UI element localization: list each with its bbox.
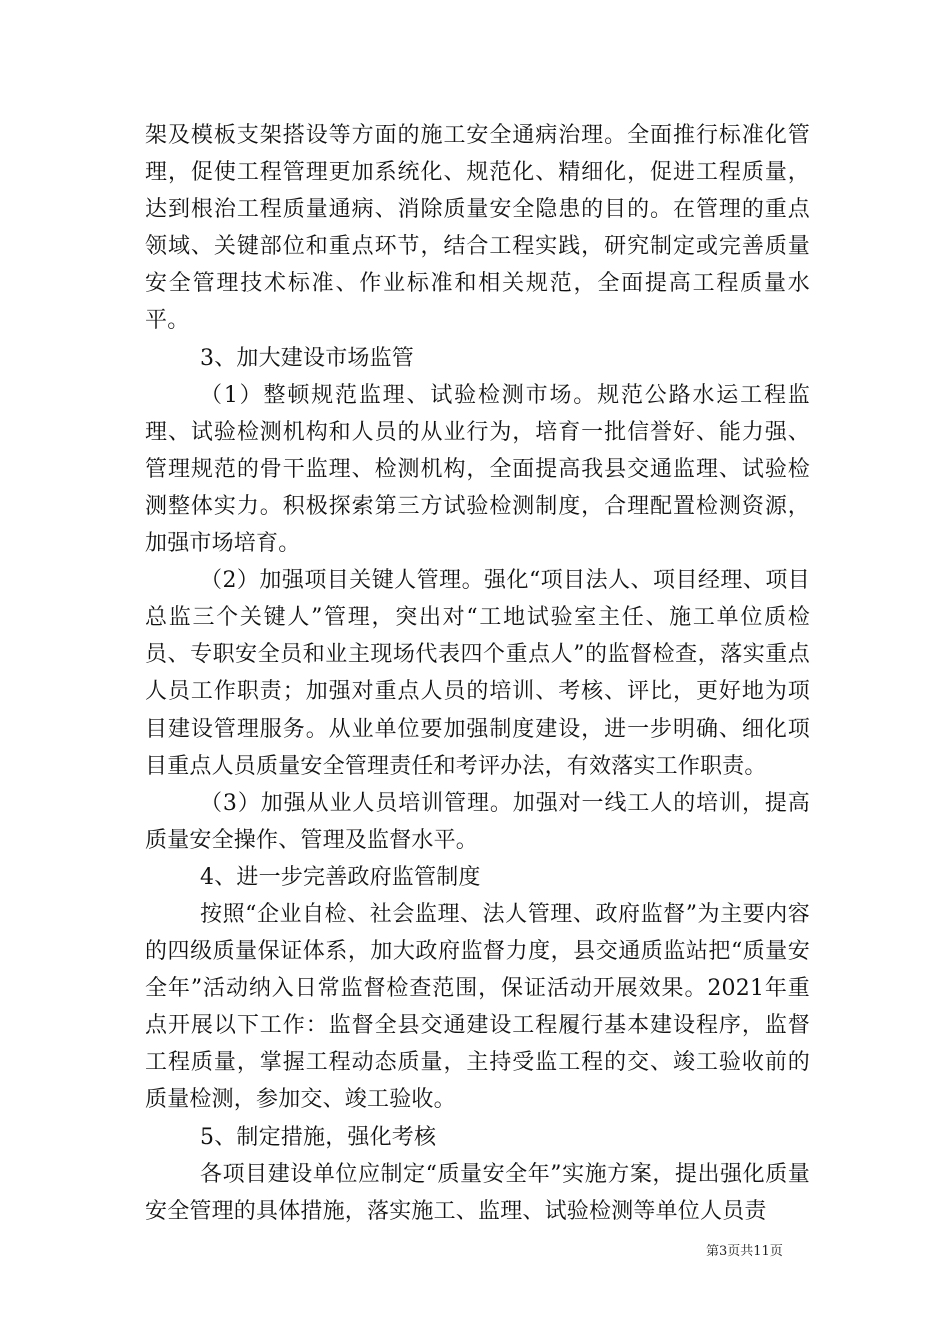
page-number: 第3页共11页 [706,1244,783,1259]
paragraph: （1）整顿规范监理、试验检测市场。规范公路水运工程监理、试验检测机构和人员的从业行为，培育一批信誉好、能力强、管理规范的骨干监理、检测机构，全面提高我县交通监理、试验检测整体实力。积极探索第三方试验检测制度，合理配置检测资源，加强市场培育。 [145,382,810,557]
section-heading: 3、加大建设市场监管 [200,345,414,371]
paragraph: （2）加强项目关键人管理。强化“项目法人、项目经理、项目总监三个关键人”管理，突出对“工地试验室主任、施工单位质检员、专职安全员和业主现场代表四个重点人”的监督检查，落实重点人员工作职责；加强对重点人员的培训、考核、评比，更好地为项目建设管理服务。从业单位要加强制度建设，进一步明确、细化项目重点人员质量安全管理责任和考评办法，有效落实工作职责。 [145,568,810,779]
paragraph: 按照“企业自检、社会监理、法人管理、政府监督”为主要内容的四级质量保证体系，加大政府监督力度，县交通质监站把“质量安全年”活动纳入日常监督检查范围，保证活动开展效果。2021年重点开展以下工作：监督全县交通建设工程履行基本建设程序，监督工程质量，掌握工程动态质量，主持受监工程的交、竣工验收前的质量检测，参加交、竣工验收。 [145,901,810,1113]
paragraph: 各项目建设单位应制定“质量安全年”实施方案，提出强化质量安全管理的具体措施，落实施工、监理、试验检测等单位人员责 [145,1161,810,1224]
section-heading: 5、制定措施，强化考核 [200,1124,437,1150]
section-heading: 4、进一步完善政府监管制度 [200,864,481,890]
document-body [145,117,810,1230]
paragraph: （3）加强从业人员培训管理。加强对一线工人的培训，提高质量安全操作、管理及监督水平。 [145,790,810,853]
paragraph: 架及模板支架搭设等方面的施工安全通病治理。全面推行标准化管理，促使工程管理更加系统化、规范化、精细化，促进工程质量，达到根治工程质量通病、消除质量安全隐患的目的。在管理的重点领域、关键部位和重点环节，结合工程实践，研究制定或完善质量安全管理技术标准、作业标准和相关规范，全面提高工程质量水平。 [145,123,810,334]
